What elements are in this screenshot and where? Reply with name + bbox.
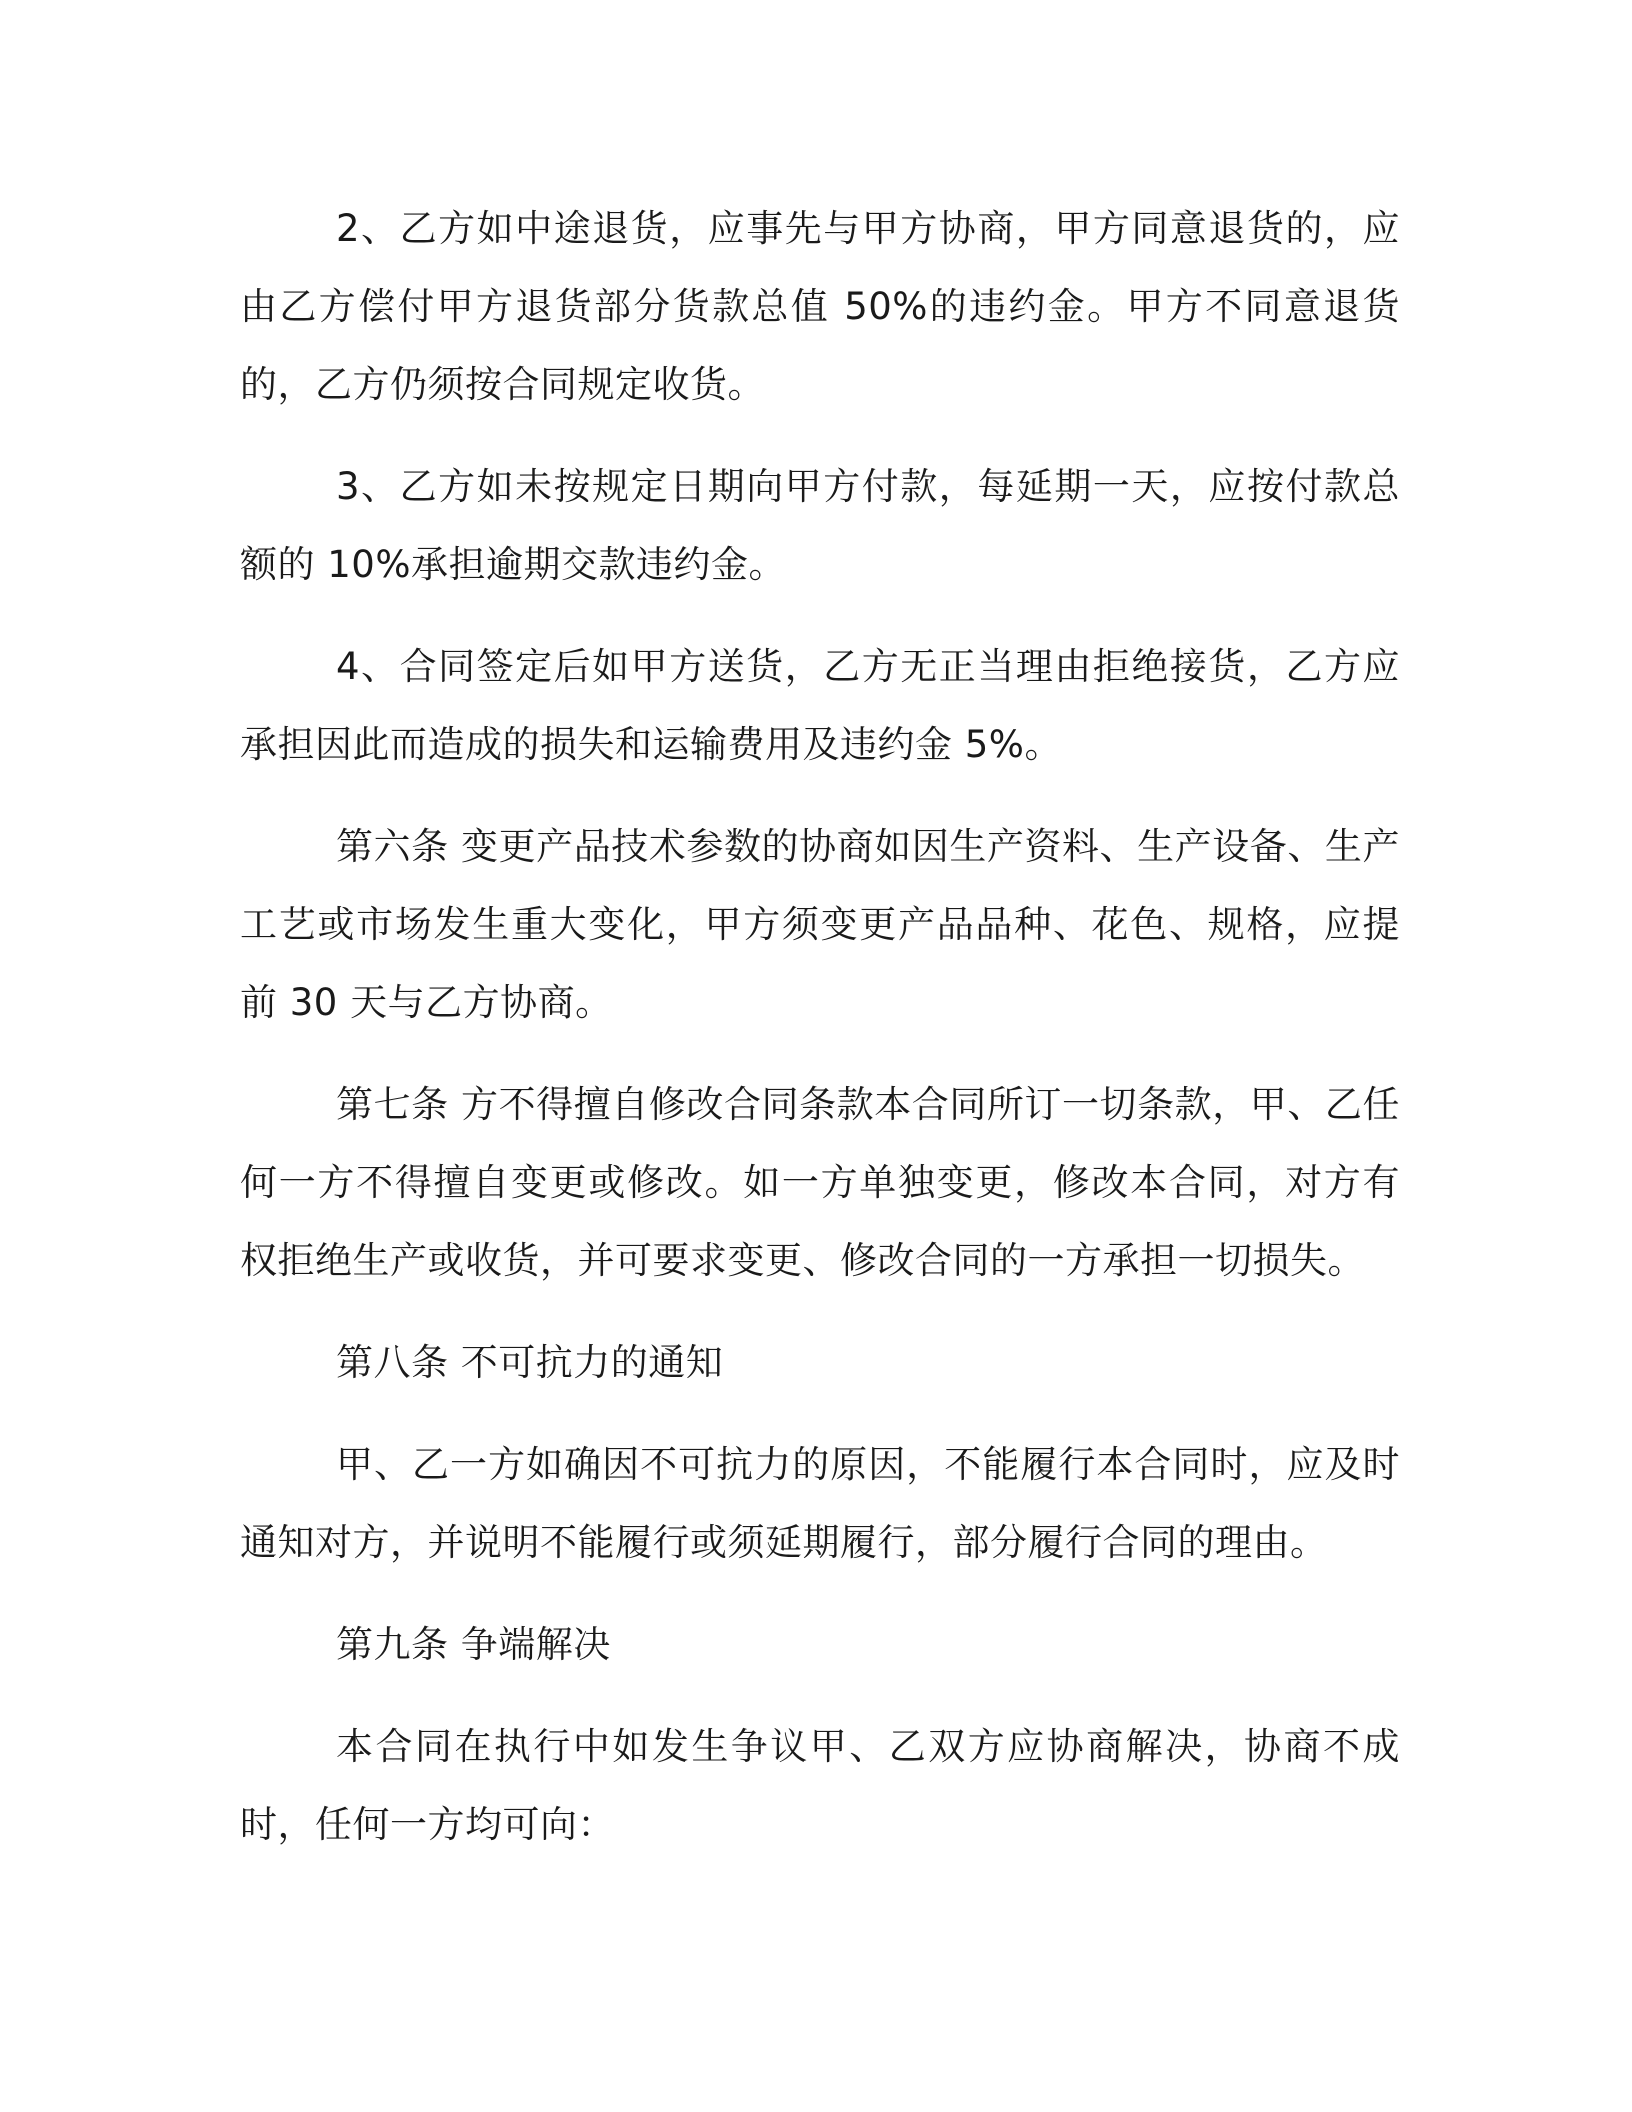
clause-4-refuse-delivery: 4、合同签定后如甲方送货，乙方无正当理由拒绝接货，乙方应承担因此而造成的损失和运输费用及违约金 5%。 <box>240 645 1400 766</box>
article-7-no-modification: 第七条 方不得擅自修改合同条款本合同所订一切条款，甲、乙任何一方不得擅自变更或修改。如一方单独变更，修改本合同，对方有权拒绝生产或收货，并可要求变更、修改合同的一方承担一切损失。 <box>240 1083 1400 1282</box>
clause-2-return-goods: 2、乙方如中途退货，应事先与甲方协商，甲方同意退货的，应由乙方偿付甲方退货部分货款总值 50%的违约金。甲方不同意退货的，乙方仍须按合同规定收货。 <box>240 207 1400 406</box>
article-9-heading: 第九条 争端解决 <box>336 1623 611 1666</box>
article-9-body: 本合同在执行中如发生争议甲、乙双方应协商解决，协商不成时，任何一方均可向： <box>240 1725 1400 1846</box>
document-page <box>240 190 1400 1888</box>
article-6-change-specs: 第六条 变更产品技术参数的协商如因生产资料、生产设备、生产工艺或市场发生重大变化，甲方须变更产品品种、花色、规格，应提前 30 天与乙方协商。 <box>240 825 1400 1024</box>
clause-3-late-payment: 3、乙方如未按规定日期向甲方付款，每延期一天，应按付款总额的 10%承担逾期交款违约金。 <box>240 465 1400 586</box>
article-8-body: 甲、乙一方如确因不可抗力的原因，不能履行本合同时，应及时通知对方，并说明不能履行或须延期履行，部分履行合同的理由。 <box>240 1443 1400 1564</box>
article-8-heading: 第八条 不可抗力的通知 <box>336 1341 724 1384</box>
